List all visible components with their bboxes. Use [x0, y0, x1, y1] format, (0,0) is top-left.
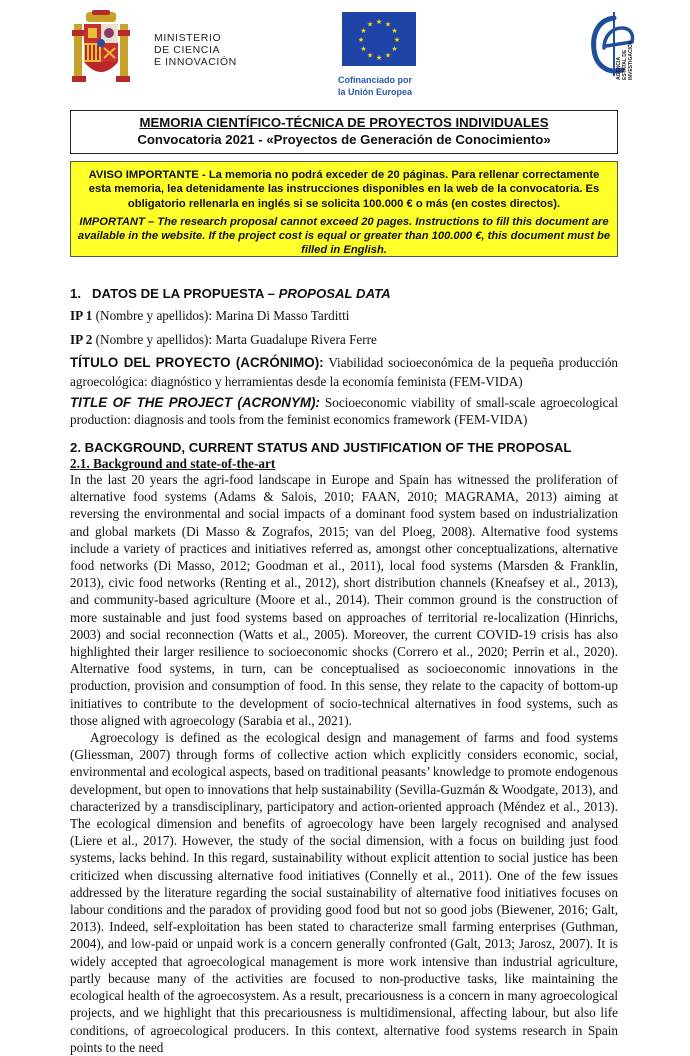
agencia-icon: [584, 10, 644, 106]
ministerio-text: MINISTERIO DE CIENCIA E INNOVACIÓN: [154, 32, 237, 68]
svg-text:★: ★: [375, 54, 383, 62]
document-subtitle: Convocatoria 2021 - «Proyectos de Generación de Conocimiento»: [137, 131, 551, 147]
ip2-value: Marta Guadalupe Rivera Ferre: [215, 332, 377, 347]
ip1-value: Marina Di Masso Tarditti: [215, 308, 350, 323]
ip1-line: IP 1 (Nombre y apellidos): Marina Di Masso Tarditti: [70, 308, 350, 323]
notice-english: IMPORTANT – The research proposal cannot exceed 20 pages. Instructions to fill this document are available in the website. If the project cost is equal or greater than 100.000 €, this document must be filled in English.: [77, 215, 611, 257]
svg-text:★: ★: [360, 45, 367, 53]
agencia-logo: [584, 10, 644, 106]
project-title-es-value: Viabilidad socioeconómica de la pequeña producción agroecológica: diagnóstico y herramientas desde la economía feminista (FEM-VIDA): [70, 355, 619, 389]
main-content: [70, 286, 618, 1056]
ip2-line: IP 2 (Nombre y apellidos): Marta Guadalupe Rivera Ferre: [70, 332, 377, 347]
svg-text:★: ★: [384, 51, 392, 60]
svg-text:★: ★: [366, 51, 374, 60]
section2-heading: 2. BACKGROUND, CURRENT STATUS AND JUSTIFICATION OF THE PROPOSAL: [70, 440, 572, 455]
important-notice: [70, 161, 618, 257]
eu-flag-icon: [342, 12, 416, 66]
svg-text:ESTATAL DE: ESTATAL DE: [622, 49, 628, 80]
section1-heading: 1. DATOS DE LA PROPUESTA – PROPOSAL DATA: [70, 286, 391, 301]
notice-spanish: AVISO IMPORTANTE - La memoria no podrá exceder de 20 páginas. Para rellenar correctamente esta memoria, lea detenidamente las instrucciones disponibles en la web de la convocatoria. Es obligatorio rellenarla en inglés si se solicita 100.000 € o más (en costes directos).: [88, 169, 600, 210]
project-title-en-value: Socioeconomic viability of small-scale agroecological production: diagnosis and tools from the feminist economics framework (FEM-VIDA): [70, 395, 618, 427]
paragraph-2: Agroecology is defined as the ecological design and management of farms and food systems (Gliessman, 2007) through forms of collective action which explicitly considers economic, social, environmental and ecological aspects, based on traditional peasants’ knowledge to promote endogenous development, but open to innovations that help sustainability (Sevilla-Guzmán & Woodgate, 2013), and characterized by a transdisciplinary, participatory and action-oriented approach (Méndez et al., 2013). The ecological dimension and benefits of agroecology have been largely recognised and analysed (Liere et al., 2017). However, the study of the social dimension, with a focus on building just food systems, lacks behind. In this regard, sustainability without explicit attention to social justice has been criticized when discussing alternative food initiatives (Connelly et al., 2011). One of the few issues addressed by the literature regarding the social sustainability of alternative food initiatives focuses on labour conditions and the paradox of providing good food but not so good jobs (Biewener, 2016; Galt, 2013). Indeed, self-exploitation has been stated to characterize small farming enterprises (Guthman, 2004), and low-paid or unpaid work is a concern generally confronted (Galt, 2013; Jarosz, 2007). It is widely accepted that agroecological management is more work intensive than industrial agriculture, partly because many of the activities are focused to non-productive tasks, like maintaining the ecological health of the agroecosystem. As a result, precariousness is a concern in many agroecological projects, and we highlight that this precariousness is multidimensional, affecting labour, but also life conditions, of agroecological producers. In this context, alternative food systems research in Spain points to the need: [70, 730, 618, 1055]
project-title-es: [70, 354, 618, 391]
header-logos: [0, 6, 690, 106]
svg-text:★: ★: [384, 20, 392, 29]
project-title-es-label: TÍTULO DEL PROYECTO (ACRÓNIMO):: [70, 355, 324, 370]
svg-text:★: ★: [391, 27, 398, 35]
document-title-box: [70, 110, 618, 154]
eu-logo: [340, 12, 440, 104]
svg-text:INVESTIGACIÓN: INVESTIGACIÓN: [628, 40, 634, 80]
svg-text:★: ★: [366, 20, 374, 29]
coat-of-arms-icon: [72, 10, 130, 86]
svg-text:★: ★: [357, 36, 365, 44]
svg-text:★: ★: [360, 27, 367, 35]
svg-text:★: ★: [391, 45, 398, 53]
section2-1-heading: 2.1. Background and state-of-the-art: [70, 456, 276, 471]
svg-text:★: ★: [375, 18, 383, 26]
document-title: MEMORIA CIENTÍFICO-TÉCNICA DE PROYECTOS INDIVIDUALES: [139, 115, 549, 130]
ministerio-logo: [68, 10, 268, 90]
project-title-en-label: TITLE OF THE PROJECT (ACRONYM):: [70, 395, 320, 410]
project-title-en: [70, 395, 618, 428]
eu-text: Cofinanciado por la Unión Europea: [338, 75, 413, 97]
paragraph-1: In the last 20 years the agri-food landscape in Europe and Spain has witnessed the proliferation of alternative food systems (Adams & Salois, 2010; FAAN, 2010; MAGRAMA, 2013) aiming at reversing the environmental and social impacts of a dominant food system based on industrialization and global markets (Di Masso & Zografos, 2015; van del Ploeg, 2008). Alternative food systems include a variety of practices and initiatives referred as, amongst other conceptualizations, alternative food networks (Di Masso, 2012; Goodman et al., 2011), local food systems (Marsden & Franklin, 2013), civic food networks (Renting et al., 2012), short distribution channels (Kneafsey et al., 2013), and community-based agriculture (Moore et al., 2014). Their common ground is the construction of more sustainable and just food systems based on approaches of territorial re-localization (Hinrichs, 2003) and social reconnection (Watts et al., 2005). Moreover, the current COVID-19 crisis has also highlighted their larger resilience to socioeconomic shocks (Correro et al., 2020; Perrin et al., 2020). Alternative food systems, in turn, can be conceptualised as socioeconomic innovations in the production, provision and consumption of food. In this sense, they relate to the capacity of bottom-up initiatives to contribute to the development of socio-technical alternatives in food systems, such as those aligned with agroecology (Sarabia et al., 2021).: [70, 472, 618, 728]
svg-text:★: ★: [393, 36, 401, 44]
svg-text:AGENCIA: AGENCIA: [616, 56, 622, 80]
